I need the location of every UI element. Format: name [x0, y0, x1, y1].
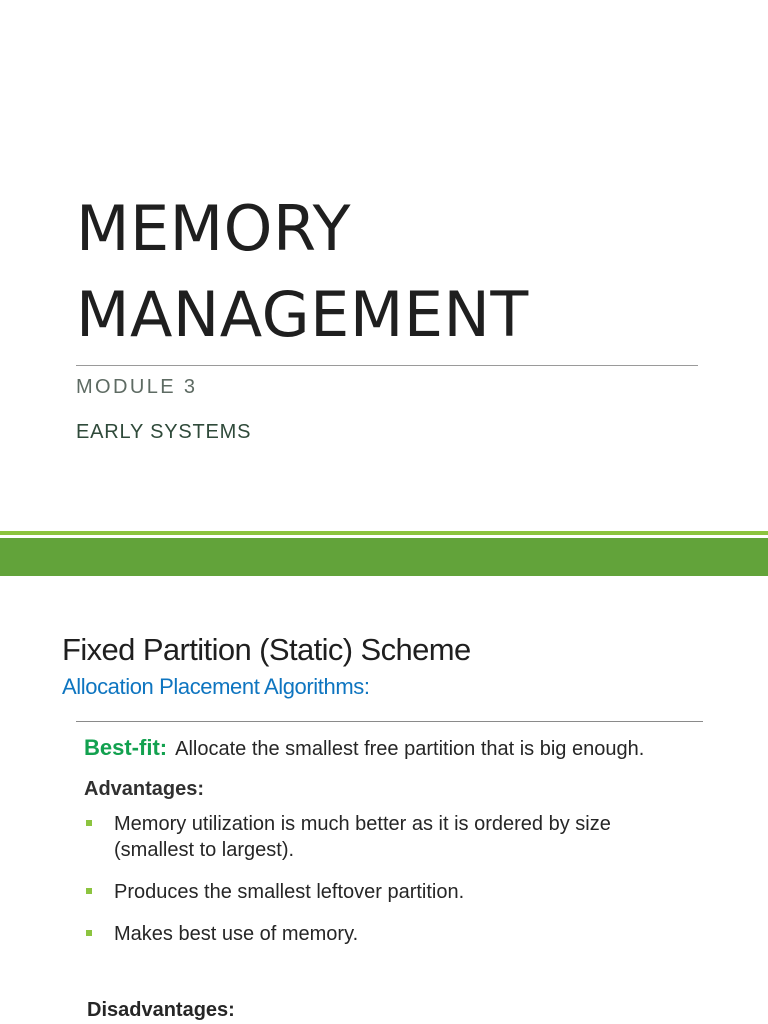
section-label: EARLY SYSTEMS [76, 421, 252, 443]
bullet-square-icon [86, 930, 92, 936]
module-label: MODULE 3 [76, 376, 198, 398]
advantages-heading: Advantages: [84, 778, 205, 800]
term-best-fit: Best-fit: [84, 735, 168, 760]
advantages-list [84, 811, 684, 947]
content-divider [76, 721, 703, 722]
best-fit-definition [84, 734, 684, 763]
content-title: Fixed Partition (Static) Scheme [62, 632, 471, 667]
list-item [84, 879, 684, 905]
list-item-text: Makes best use of memory. [114, 923, 359, 945]
bullet-square-icon [86, 888, 92, 894]
list-item [84, 921, 684, 947]
disadvantages-heading: Disadvantages: [87, 999, 235, 1021]
bullet-square-icon [86, 820, 92, 826]
list-item-text: Memory utilization is much better as it is ordered by size (smallest to largest). [114, 813, 611, 861]
content-slide [0, 576, 768, 1024]
list-item-text: Produces the smallest leftover partition. [114, 881, 465, 903]
slide-title [76, 186, 529, 358]
list-item [84, 811, 684, 863]
title-line-2: MANAGEMENT [76, 278, 529, 351]
content-body [84, 734, 684, 963]
title-divider [76, 365, 698, 366]
accent-band-thick [0, 538, 768, 576]
definition-text: Allocate the smallest free partition that is big enough. [175, 738, 645, 760]
title-line-1: MEMORY [76, 192, 351, 265]
content-subtitle: Allocation Placement Algorithms: [62, 674, 370, 699]
